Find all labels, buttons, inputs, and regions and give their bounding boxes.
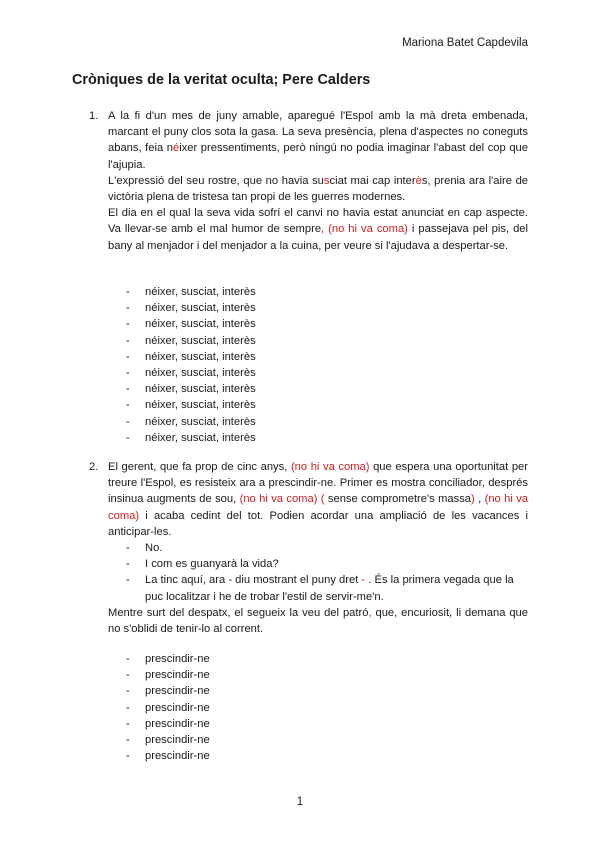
list-row: - néixer, susciat, interès bbox=[126, 350, 256, 363]
correction-note: (no hi va coma) ( bbox=[236, 493, 325, 506]
paragraph: El gerent, que fa prop de cinc anys, (no hi va coma) que espera una oportunitat per treure l'Espol, es resisteix ara a prescindir-ne. Primer es mostra conciliador, després insinua augments de sou, (no hi va coma) ( sense comprometre's massa) , (no hi va coma) i acaba cedint del tot. Podien acordar una ampliació de les vacances i anticipar-les. bbox=[108, 461, 529, 538]
list-row: - néixer, susciat, interès bbox=[126, 415, 256, 428]
list-row: - néixer, susciat, interès bbox=[126, 334, 256, 347]
paragraph: L'expressió del seu rostre, que no havia susciat mai cap interès, prenia ara l'aire de victòria plena de tristesa tan propi de les guerres modernes. bbox=[108, 174, 529, 204]
list-row: - néixer, susciat, interès bbox=[126, 302, 256, 315]
list-item-2 bbox=[90, 459, 528, 540]
list-row: - néixer, susciat, interès bbox=[126, 431, 256, 444]
paragraph: A la fi d'un mes de juny amable, aparegué l'Espol amb la mà dreta embenada, marcant el puny clos sota la gasa. La seva presència, plena d'aspectes no coneguts abans, feia néixer pressentiments, però ningú no podia imaginar l'abast del cop que l'ajupia. bbox=[108, 110, 528, 171]
list-row: - prescindir-ne bbox=[126, 653, 210, 665]
list-item-2-continued bbox=[90, 605, 528, 637]
correction-mark: è bbox=[415, 174, 422, 187]
list-row: - prescindir-ne bbox=[126, 717, 210, 730]
list-row: - néixer, susciat, interès bbox=[126, 366, 256, 379]
word-list-1 bbox=[126, 284, 256, 446]
dialogue-line: - La tinc aquí, ara - diu mostrant el puny dret - . És la primera vegada que la puc localitzar i he de trobar l'estil de servir-me'n. bbox=[126, 574, 514, 603]
item-number: 2. bbox=[89, 461, 99, 473]
list-row: - prescindir-ne bbox=[126, 701, 210, 714]
correction-mark: s bbox=[323, 174, 330, 187]
list-row: - néixer, susciat, interès bbox=[126, 318, 256, 331]
correction-mark: é bbox=[172, 142, 180, 155]
dialogue-line: - I com es guanyarà la vida? bbox=[126, 558, 279, 571]
item-number: 1. bbox=[89, 110, 99, 122]
correction-note: (no hi va coma) bbox=[108, 493, 529, 522]
correction-mark: , bbox=[368, 607, 372, 619]
dialogue-line: - No. bbox=[126, 542, 163, 554]
header-author: Mariona Batet Capdevila bbox=[402, 37, 528, 49]
document-title: Cròniques de la veritat oculta; Pere Calders bbox=[72, 72, 371, 88]
list-row: - néixer, susciat, interès bbox=[126, 383, 256, 396]
list-item-1 bbox=[90, 108, 528, 254]
correction-mark: ) bbox=[471, 493, 475, 506]
list-row: - prescindir-ne bbox=[126, 750, 210, 763]
list-row: - néixer, susciat, interès bbox=[126, 286, 256, 298]
page-number: 1 bbox=[296, 796, 304, 808]
list-row: - prescindir-ne bbox=[126, 685, 210, 698]
paragraph: Mentre surt del despatx, el segueix la veu del patró, que, encuriosit, li demana que no s'oblidi de tenir-lo al corrent. bbox=[108, 607, 529, 636]
word-list-2 bbox=[126, 651, 210, 764]
paragraph: El dia en el qual la seva vida sofrí el canvi no havia estat anunciat en cap aspecte. Va llevar-se amb el mal humor de sempre, (no hi va coma) i passejava pel pis, del bany al menjador i del menjador a la cuina, per veure si l'ajudava a despertar-se. bbox=[108, 207, 529, 252]
correction-note: , (no hi va coma) bbox=[321, 223, 408, 236]
list-row: - prescindir-ne bbox=[126, 669, 210, 682]
correction-note: (no hi va coma) bbox=[287, 461, 370, 473]
correction-mark: - bbox=[361, 574, 366, 587]
dialogue-block bbox=[126, 540, 528, 605]
list-row: - prescindir-ne bbox=[126, 733, 210, 746]
list-row: - néixer, susciat, interès bbox=[126, 399, 256, 412]
